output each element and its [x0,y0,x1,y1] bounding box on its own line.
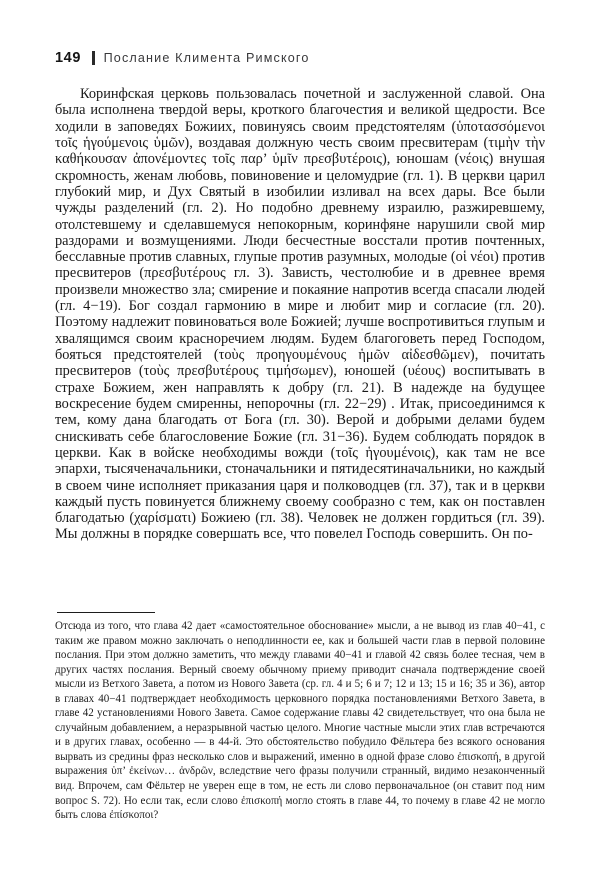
footnote-block [55,619,545,823]
footnote-paragraph: Отсюда из того, что глава 42 дает «самостоятельное обоснование» мысли, а не вывод из глав 40−41, с таким же правом можно заключать о неподлинности ее, как и большей части глав в первой половине послания. При этом должно заметить, что между главами 40−41 и главой 42 связь более тесная, чем в других частях послания. Верный своему обычному приему приводит сначала подтверждение своей мысли из Ветхого Завета, а потом из Нового Завета (ср. гл. 4 и 5; 6 и 7; 12 и 13; 15 и 16; 35 и 36), автор в главах 40−41 подтверждает необходимость церковного порядка постановлениями Ветхого Завета, в главе 42 установлениями Нового Завета. Самое содержание главы 42 свидетельствует, что она была не случайным добавлением, а неразрывной частью целого. Многие частные мысли этих глав встречаются и в других главах, особенно — в 44-й. Это обстоятельство побудило Фёльтера без всякого основания вырвать из средины фраз несколько слов и выражений, именно в одной фразе слово ἐπισκοπή, в другой выражения ὑπ’ ἐκείνων… ἀνδρῶν, вследствие чего фразы получили странный, видимо незаконченный вид. Впрочем, сам Фёльтер не уверен еще в том, не есть ли слово первоначальное (он ставит под ним вопрос S. 72). Но если так, если слово ἐπισκοπή могло стоять в главе 44, то почему в главе 42 не могло быть слова ἐπίσκοποι? [55,620,545,822]
running-head-title: Послание Климента Римского [103,50,310,65]
body-text-block [55,86,545,543]
body-paragraph: Коринфская церковь пользовалась почетной и заслуженной славой. Она была исполнена твердой веры, кроткого благочестия и великой щедрости. Все ходили в заповедях Божиих, повинуясь своим предстоятелям (ὑποτασσόμενοι τοῖς ἡγούμενοις ὑμῶν), воздавая должную честь своим пресвитерам (τιμὴν τὴν καθήκουσαν ἀπονέμοντες τοῖς παρ’ ὑμῖν πρεσβυτέροις), юношам (νέοις) внушая скромность, женам любовь, повиновение и целомудрие (гл. 1). В церкви царил глубокий мир, и Дух Святый в изобилии изливал на всех дары. Все были чужды разделений (гл. 2). Но подобно древнему израилю, разжиревшему, отолстевшему и сделавшемуся непокорным, коринфяне нарушили свой мир раздорами и возмущениями. Люди бесчестные восстали против почтенных, бесславные против славных, глупые против разумных, молодые (οἱ νέοι) против пресвитеров (πρεσβυτέρους гл. 3). Зависть, честолюбие и в древнее время произвели множество зла; смирение и покаяние напротив всегда спасали людей (гл. 4−19). Бог создал гармонию в мире и любит мир и согласие (гл. 20). Поэтому надлежит повиноваться воле Божией; лучше воспротивиться глупым и хвалящимся своим красноречием людям. Будем благоговеть перед Господом, бояться предстоятелей (τοὺς προηγουμένους ἡμῶν αἰδεσθῶμεν), почитать пресвитеров (τοὺς πρεσβυτέρους τιμήσωμεν), юношей (υέους) воспитывать в страхе Божием, жен направлять к добру (гл. 21). В надежде на будущее воскресение будем смиренны, непорочны (гл. 22−29) . Итак, присоединимся к тем, кому дана благодать от Бога (гл. 30). Верой и добрыми делами будем снискивать себе благословение Божие (гл. 31−36). Будем соблюдать порядок в церкви. Как в войске необходимы вожди (τοῖς ἡγουμένοις), как там не все эпархи, тысяченачальники, стоначальники и пятидесятиначальники, но каждый в своем чине исполняет приказания царя и полководцев (гл. 37), так и в церкви каждый пусть повинуется ближнему своему сообразно с тем, как он поставлен благодатью (χαρίσματι) Божиею (гл. 38). Человек не должен гордиться (гл. 39). Мы должны в порядке совершать все, что повелел Господь совершить. Он по- [55,86,545,543]
page-number: 149 [55,49,81,66]
footnote-separator-rule [57,612,155,613]
running-head [55,48,310,68]
running-head-divider [92,51,95,65]
